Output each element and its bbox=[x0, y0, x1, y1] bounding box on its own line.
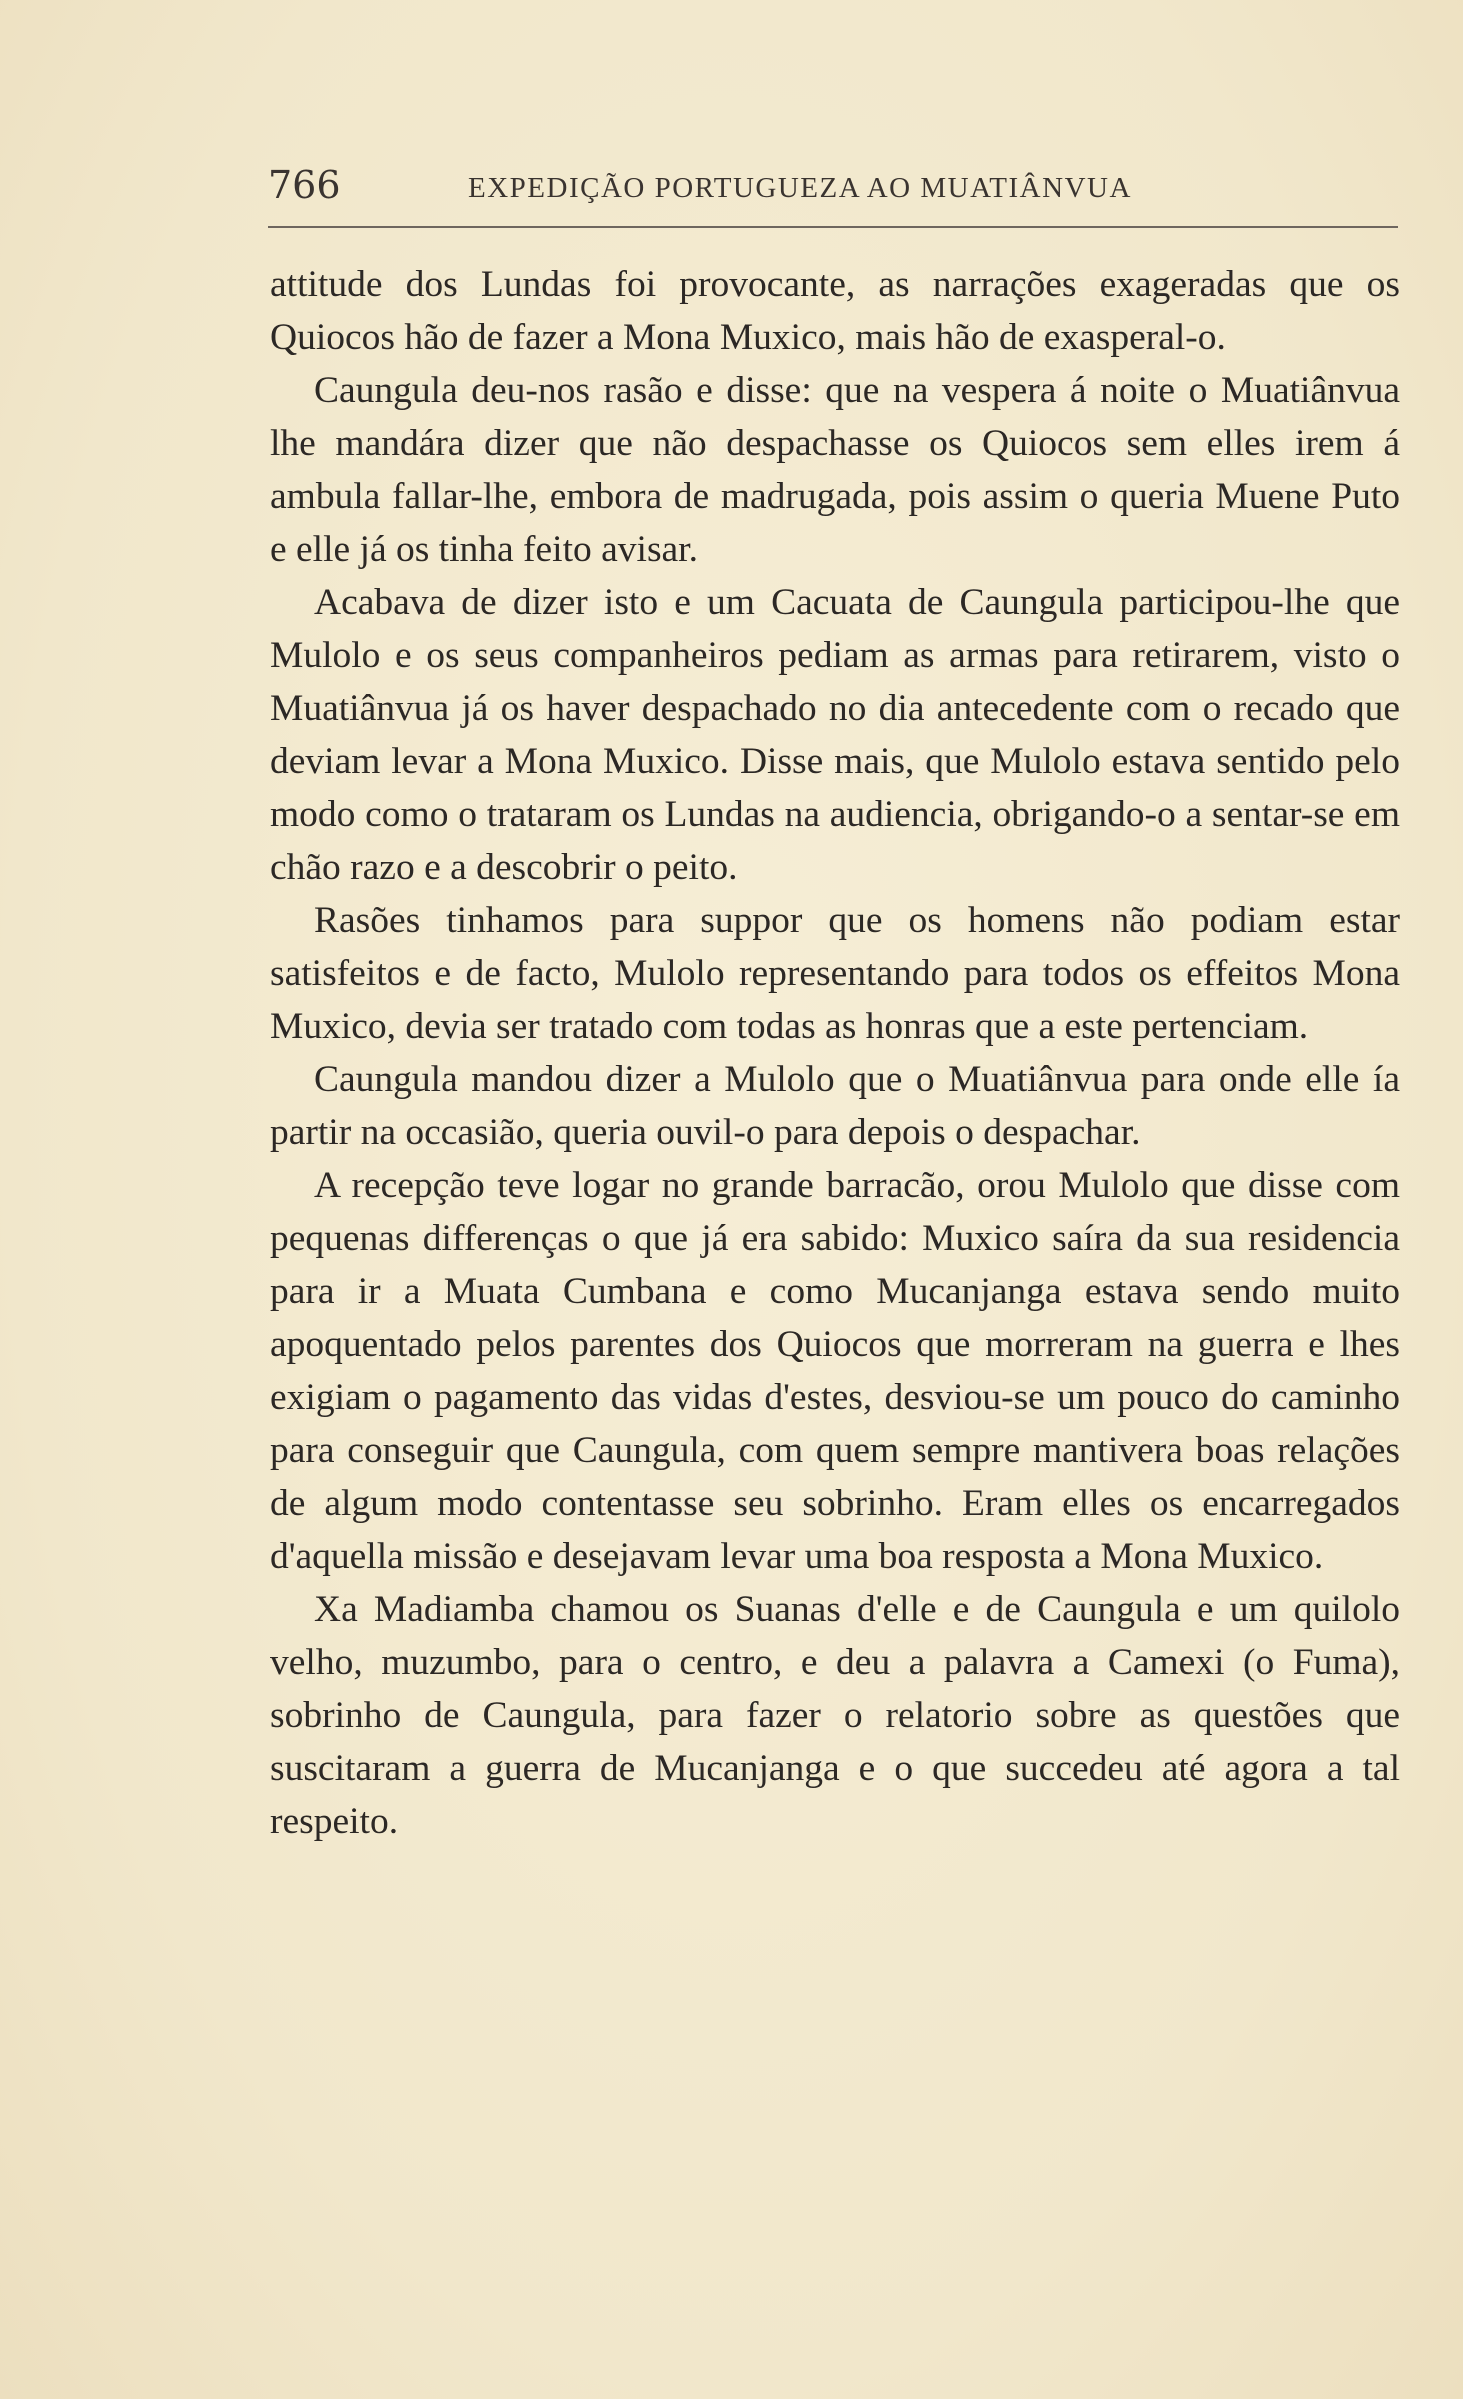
paragraph: attitude dos Lundas foi provocante, as narrações exageradas que os Quiocos hão de fazer a Mona Muxico, mais hão de exasperal-o. bbox=[270, 264, 1400, 358]
paragraph: Acabava de dizer isto e um Cacuata de Caungula participou-lhe que Mulolo e os seus companheiros pediam as armas para retirarem, visto o Muatiânvua já os haver despachado no dia antecedente com o recado que deviam levar a Mona Muxico. Disse mais, que Mulolo estava sentido pelo modo como o trataram os Lundas na audiencia, obrigando-o a sentar-se em chão razo e a descobrir o peito. bbox=[270, 582, 1400, 888]
running-title: EXPEDIÇÃO PORTUGUEZA AO MUATIÂNVUA bbox=[468, 172, 1132, 204]
page-header bbox=[268, 160, 1413, 210]
paragraph: Caungula deu-nos rasão e disse: que na vespera á noite o Muatiânvua lhe mandára dizer que não despachasse os Quiocos sem elles irem á ambula fallar-lhe, embora de madrugada, pois assim o queria Muene Puto e elle já os tinha feito avisar. bbox=[270, 370, 1400, 570]
page-number: 766 bbox=[268, 163, 341, 207]
body-text bbox=[270, 258, 1400, 1848]
paragraph: A recepção teve logar no grande barracão, orou Mulolo que disse com pequenas differenças o que já era sabido: Muxico saíra da sua residencia para ir a Muata Cumbana e como Mucanjanga estava sendo muito apoquentado pelos parentes dos Quiocos que morreram na guerra e lhes exigiam o pagamento das vidas d'estes, desviou-se um pouco do caminho para conseguir que Caungula, com quem sempre mantivera boas relações de algum modo contentasse seu sobrinho. Eram elles os encarregados d'aquella missão e desejavam levar uma boa resposta a Mona Muxico. bbox=[270, 1165, 1400, 1577]
paragraph: Caungula mandou dizer a Mulolo que o Muatiânvua para onde elle ía partir na occasião, queria ouvil-o para depois o despachar. bbox=[270, 1059, 1400, 1153]
paragraph: Xa Madiamba chamou os Suanas d'elle e de Caungula e um quilolo velho, muzumbo, para o centro, e deu a palavra a Camexi (o Fuma), sobrinho de Caungula, para fazer o relatorio sobre as questões que suscitaram a guerra de Mucanjanga e o que succedeu até agora a tal respeito. bbox=[270, 1589, 1400, 1842]
paragraph: Rasões tinhamos para suppor que os homens não podiam estar satisfeitos e de facto, Mulolo representando para todos os effeitos Mona Muxico, devia ser tratado com todas as honras que a este pertenciam. bbox=[270, 900, 1400, 1047]
header-rule bbox=[268, 226, 1398, 228]
